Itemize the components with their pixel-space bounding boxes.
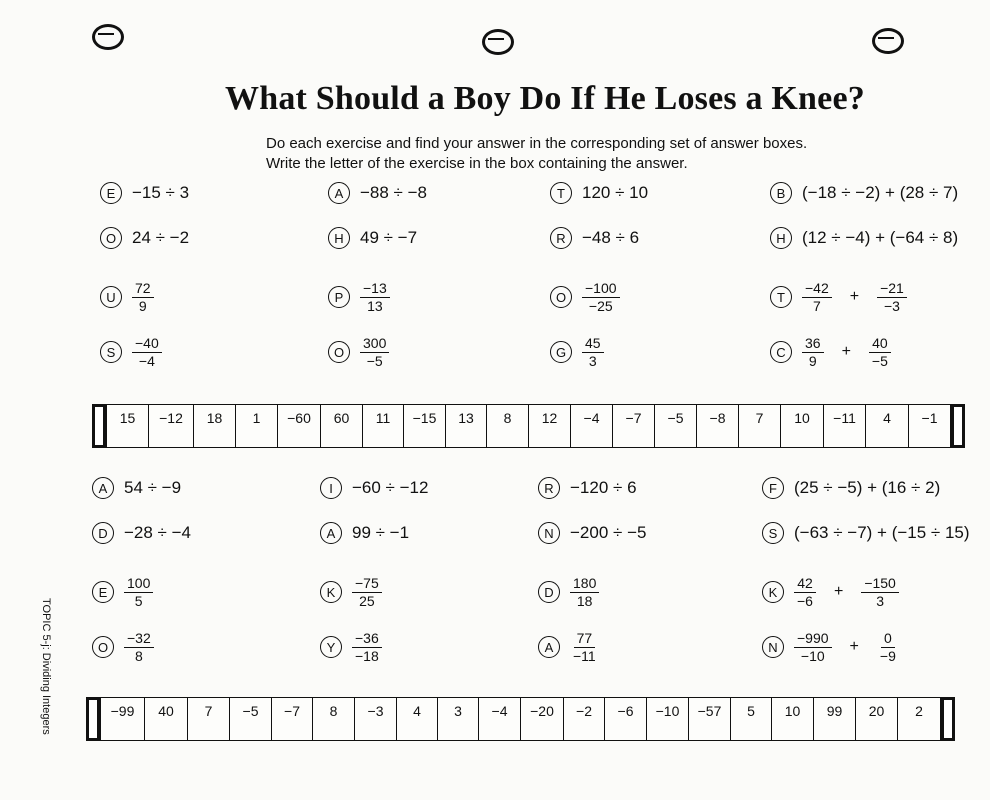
answer-box: −7	[272, 697, 313, 741]
fraction-numerator: 36	[802, 336, 824, 353]
fraction-denominator: 7	[812, 297, 821, 314]
exercise-item	[770, 281, 907, 313]
plus-operator: +	[841, 343, 851, 361]
plus-operator: +	[849, 638, 859, 656]
answer-box: 4	[866, 404, 909, 448]
fraction	[132, 336, 162, 368]
fraction-denominator: 3	[588, 352, 597, 369]
instructions-line-2: Write the letter of the exercise in the box containing the answer.	[266, 155, 688, 172]
answer-row-right-cap	[941, 697, 955, 741]
exercise-letter-circle: A	[328, 182, 350, 204]
answer-box: −5	[655, 404, 697, 448]
answer-box: 12	[529, 404, 571, 448]
fraction-denominator: −10	[800, 647, 825, 664]
fraction	[124, 576, 153, 608]
exercise-letter-circle: A	[320, 522, 342, 544]
exercise-item	[92, 631, 154, 663]
answer-box: 8	[313, 697, 355, 741]
fraction-denominator: −4	[138, 352, 155, 369]
exercise-item	[92, 576, 153, 608]
exercise-expression: 54 ÷ −9	[124, 478, 182, 497]
fraction	[124, 631, 154, 663]
exercise-expression: −200 ÷ −5	[570, 523, 647, 542]
fraction	[877, 281, 907, 313]
exercise-letter-circle: O	[328, 341, 350, 363]
exercise-item	[328, 336, 389, 368]
answer-box: 40	[145, 697, 188, 741]
exercise-letter-circle: O	[92, 636, 114, 658]
fraction-denominator: −3	[883, 297, 900, 314]
fraction-numerator: 180	[570, 576, 599, 593]
fraction-denominator: −11	[573, 647, 596, 664]
exercise-letter-circle: H	[770, 227, 792, 249]
fraction-numerator: 42	[794, 576, 816, 593]
exercise-letter-circle: O	[100, 227, 122, 249]
fraction-denominator: −6	[797, 592, 813, 609]
answer-box: 60	[321, 404, 363, 448]
fraction-denominator: 8	[134, 647, 143, 664]
fraction-denominator: −5	[366, 352, 383, 369]
answer-box: 8	[487, 404, 529, 448]
exercise-item	[550, 182, 648, 204]
fraction	[869, 336, 891, 368]
exercise-item	[100, 182, 189, 204]
fraction	[132, 281, 154, 313]
exercise-expression: (25 ÷ −5) + (16 ÷ 2)	[794, 478, 941, 497]
fraction	[861, 576, 899, 608]
fraction-numerator: 0	[881, 631, 895, 648]
exercise-letter-circle: R	[538, 477, 560, 499]
exercise-letter-circle: H	[328, 227, 350, 249]
fraction-numerator: −40	[132, 336, 162, 353]
exercise-item	[100, 336, 162, 368]
exercise-item	[762, 576, 899, 608]
fraction	[352, 576, 382, 608]
exercise-expression: (12 ÷ −4) + (−64 ÷ 8)	[802, 228, 959, 247]
answer-box: −4	[571, 404, 613, 448]
exercise-item	[770, 182, 958, 204]
answer-box: 18	[194, 404, 236, 448]
fraction-numerator: −100	[582, 281, 620, 298]
answer-box: 7	[188, 697, 230, 741]
binder-hole-center	[482, 29, 514, 55]
answer-boxes-1	[92, 404, 965, 448]
exercise-letter-circle: Y	[320, 636, 342, 658]
exercise-item	[328, 227, 417, 249]
answer-box: −20	[521, 697, 564, 741]
exercise-expression: (−18 ÷ −2) + (28 ÷ 7)	[802, 183, 959, 202]
fraction-denominator: 9	[808, 352, 817, 369]
fraction-numerator: −150	[861, 576, 899, 593]
exercise-letter-circle: E	[92, 581, 114, 603]
fraction-numerator: −21	[877, 281, 907, 298]
exercise-expression: −120 ÷ 6	[570, 478, 637, 497]
exercise-item	[550, 336, 604, 368]
fraction-numerator: 77	[574, 631, 596, 648]
plus-operator: +	[833, 583, 844, 601]
exercise-letter-circle: C	[770, 341, 792, 363]
answer-box: −3	[355, 697, 397, 741]
fraction	[582, 336, 604, 368]
answer-box: 99	[814, 697, 856, 741]
exercise-letter-circle: S	[762, 522, 784, 544]
exercise-expression: −48 ÷ 6	[582, 228, 640, 247]
answer-box: −15	[404, 404, 446, 448]
answer-box: 3	[438, 697, 479, 741]
answer-box: 10	[772, 697, 814, 741]
fraction-denominator: −25	[588, 297, 613, 314]
exercise-item	[770, 227, 958, 249]
exercise-letter-circle: E	[100, 182, 122, 204]
fraction	[570, 576, 599, 608]
exercise-letter-circle: A	[538, 636, 560, 658]
exercise-expression: 120 ÷ 10	[582, 183, 649, 202]
exercise-item	[100, 281, 154, 313]
answer-box: 7	[739, 404, 781, 448]
answer-box: 13	[446, 404, 487, 448]
exercise-letter-circle: T	[770, 286, 792, 308]
fraction	[360, 336, 389, 368]
answer-box: 10	[781, 404, 824, 448]
binder-hole-left	[92, 24, 124, 50]
exercise-item	[538, 576, 599, 608]
fraction	[802, 281, 832, 313]
fraction-numerator: 72	[132, 281, 154, 298]
exercise-expression: 24 ÷ −2	[132, 228, 190, 247]
fraction-numerator: 100	[124, 576, 153, 593]
fraction-denominator: 3	[876, 592, 884, 609]
fraction-numerator: −32	[124, 631, 154, 648]
answer-box: −12	[149, 404, 194, 448]
exercise-letter-circle: N	[538, 522, 560, 544]
fraction-denominator: 9	[138, 297, 147, 314]
exercise-item	[762, 477, 940, 499]
exercise-expression: −60 ÷ −12	[352, 478, 429, 497]
exercise-item	[538, 522, 646, 544]
answer-box: −5	[230, 697, 272, 741]
exercise-letter-circle: R	[550, 227, 572, 249]
exercise-letter-circle: I	[320, 477, 342, 499]
exercise-item	[92, 477, 181, 499]
answer-box: −60	[278, 404, 321, 448]
answer-box: −1	[909, 404, 951, 448]
exercise-item	[538, 631, 599, 663]
answer-box: 11	[363, 404, 404, 448]
page-title: What Should a Boy Do If He Loses a Knee?	[225, 80, 865, 117]
fraction	[570, 631, 599, 663]
fraction-numerator: −75	[352, 576, 382, 593]
exercise-expression: (−63 ÷ −7) + (−15 ÷ 15)	[794, 523, 970, 542]
answer-boxes-2	[86, 697, 955, 741]
exercise-item	[320, 522, 409, 544]
answer-box: −6	[605, 697, 647, 741]
exercise-item	[538, 477, 637, 499]
fraction-denominator: 18	[576, 592, 593, 609]
answer-box: 4	[397, 697, 438, 741]
exercise-expression: −15 ÷ 3	[132, 183, 190, 202]
exercise-expression: −28 ÷ −4	[124, 523, 191, 542]
fraction	[877, 631, 899, 663]
exercise-item	[328, 182, 427, 204]
answer-box: 20	[856, 697, 898, 741]
answer-box: −2	[564, 697, 605, 741]
fraction	[360, 281, 390, 313]
fraction-denominator: 13	[367, 297, 383, 314]
exercise-letter-circle: A	[92, 477, 114, 499]
answer-box: −10	[647, 697, 689, 741]
exercise-expression: −88 ÷ −8	[360, 183, 427, 202]
fraction-denominator: −18	[355, 647, 379, 664]
fraction-numerator: 45	[582, 336, 604, 353]
exercise-item	[92, 522, 191, 544]
fraction-numerator: −42	[802, 281, 832, 298]
topic-label: TOPIC 5-j: Dividing Integers	[40, 598, 52, 735]
fraction-denominator: −5	[871, 352, 888, 369]
answer-box: −11	[824, 404, 866, 448]
answer-box: −57	[689, 697, 731, 741]
fraction	[352, 631, 382, 663]
exercise-item	[550, 227, 639, 249]
exercise-item	[550, 281, 620, 313]
exercise-letter-circle: G	[550, 341, 572, 363]
exercise-item	[320, 477, 428, 499]
fraction-denominator: −9	[879, 647, 896, 664]
binder-hole-right	[872, 28, 904, 54]
exercise-letter-circle: T	[550, 182, 572, 204]
answer-box: 1	[236, 404, 278, 448]
exercise-expression: 49 ÷ −7	[360, 228, 418, 247]
fraction	[802, 336, 824, 368]
fraction	[794, 576, 816, 608]
answer-row-left-cap	[86, 697, 100, 741]
answer-box: −8	[697, 404, 739, 448]
exercise-item	[320, 576, 382, 608]
exercise-letter-circle: D	[92, 522, 114, 544]
exercise-letter-circle: U	[100, 286, 122, 308]
exercise-letter-circle: D	[538, 581, 560, 603]
answer-row-right-cap	[951, 404, 965, 448]
exercise-letter-circle: N	[762, 636, 784, 658]
fraction-numerator: −990	[794, 631, 832, 648]
fraction-denominator: 25	[359, 592, 375, 609]
instructions-line-1: Do each exercise and find your answer in the corresponding set of answer boxes.	[266, 135, 808, 152]
exercise-letter-circle: P	[328, 286, 350, 308]
fraction-numerator: 300	[360, 336, 389, 353]
fraction-numerator: −13	[360, 281, 390, 298]
fraction-numerator: 40	[869, 336, 891, 353]
answer-row-left-cap	[92, 404, 106, 448]
exercise-item	[762, 631, 899, 663]
exercise-expression: 99 ÷ −1	[352, 523, 410, 542]
exercise-letter-circle: B	[770, 182, 792, 204]
answer-box: −4	[479, 697, 521, 741]
answer-box: −99	[100, 697, 145, 741]
answer-box: 15	[106, 404, 149, 448]
fraction-numerator: −36	[352, 631, 382, 648]
exercise-letter-circle: S	[100, 341, 122, 363]
exercise-letter-circle: K	[320, 581, 342, 603]
exercise-letter-circle: O	[550, 286, 572, 308]
fraction	[794, 631, 832, 663]
exercise-item	[320, 631, 382, 663]
answer-box: 5	[731, 697, 772, 741]
answer-box: −7	[613, 404, 655, 448]
exercise-item	[762, 522, 970, 544]
exercise-letter-circle: K	[762, 581, 784, 603]
exercise-letter-circle: F	[762, 477, 784, 499]
exercise-item	[100, 227, 189, 249]
fraction	[582, 281, 620, 313]
fraction-denominator: 5	[134, 592, 143, 609]
exercise-item	[328, 281, 390, 313]
plus-operator: +	[849, 288, 860, 306]
exercise-item	[770, 336, 891, 368]
answer-box: 2	[898, 697, 941, 741]
